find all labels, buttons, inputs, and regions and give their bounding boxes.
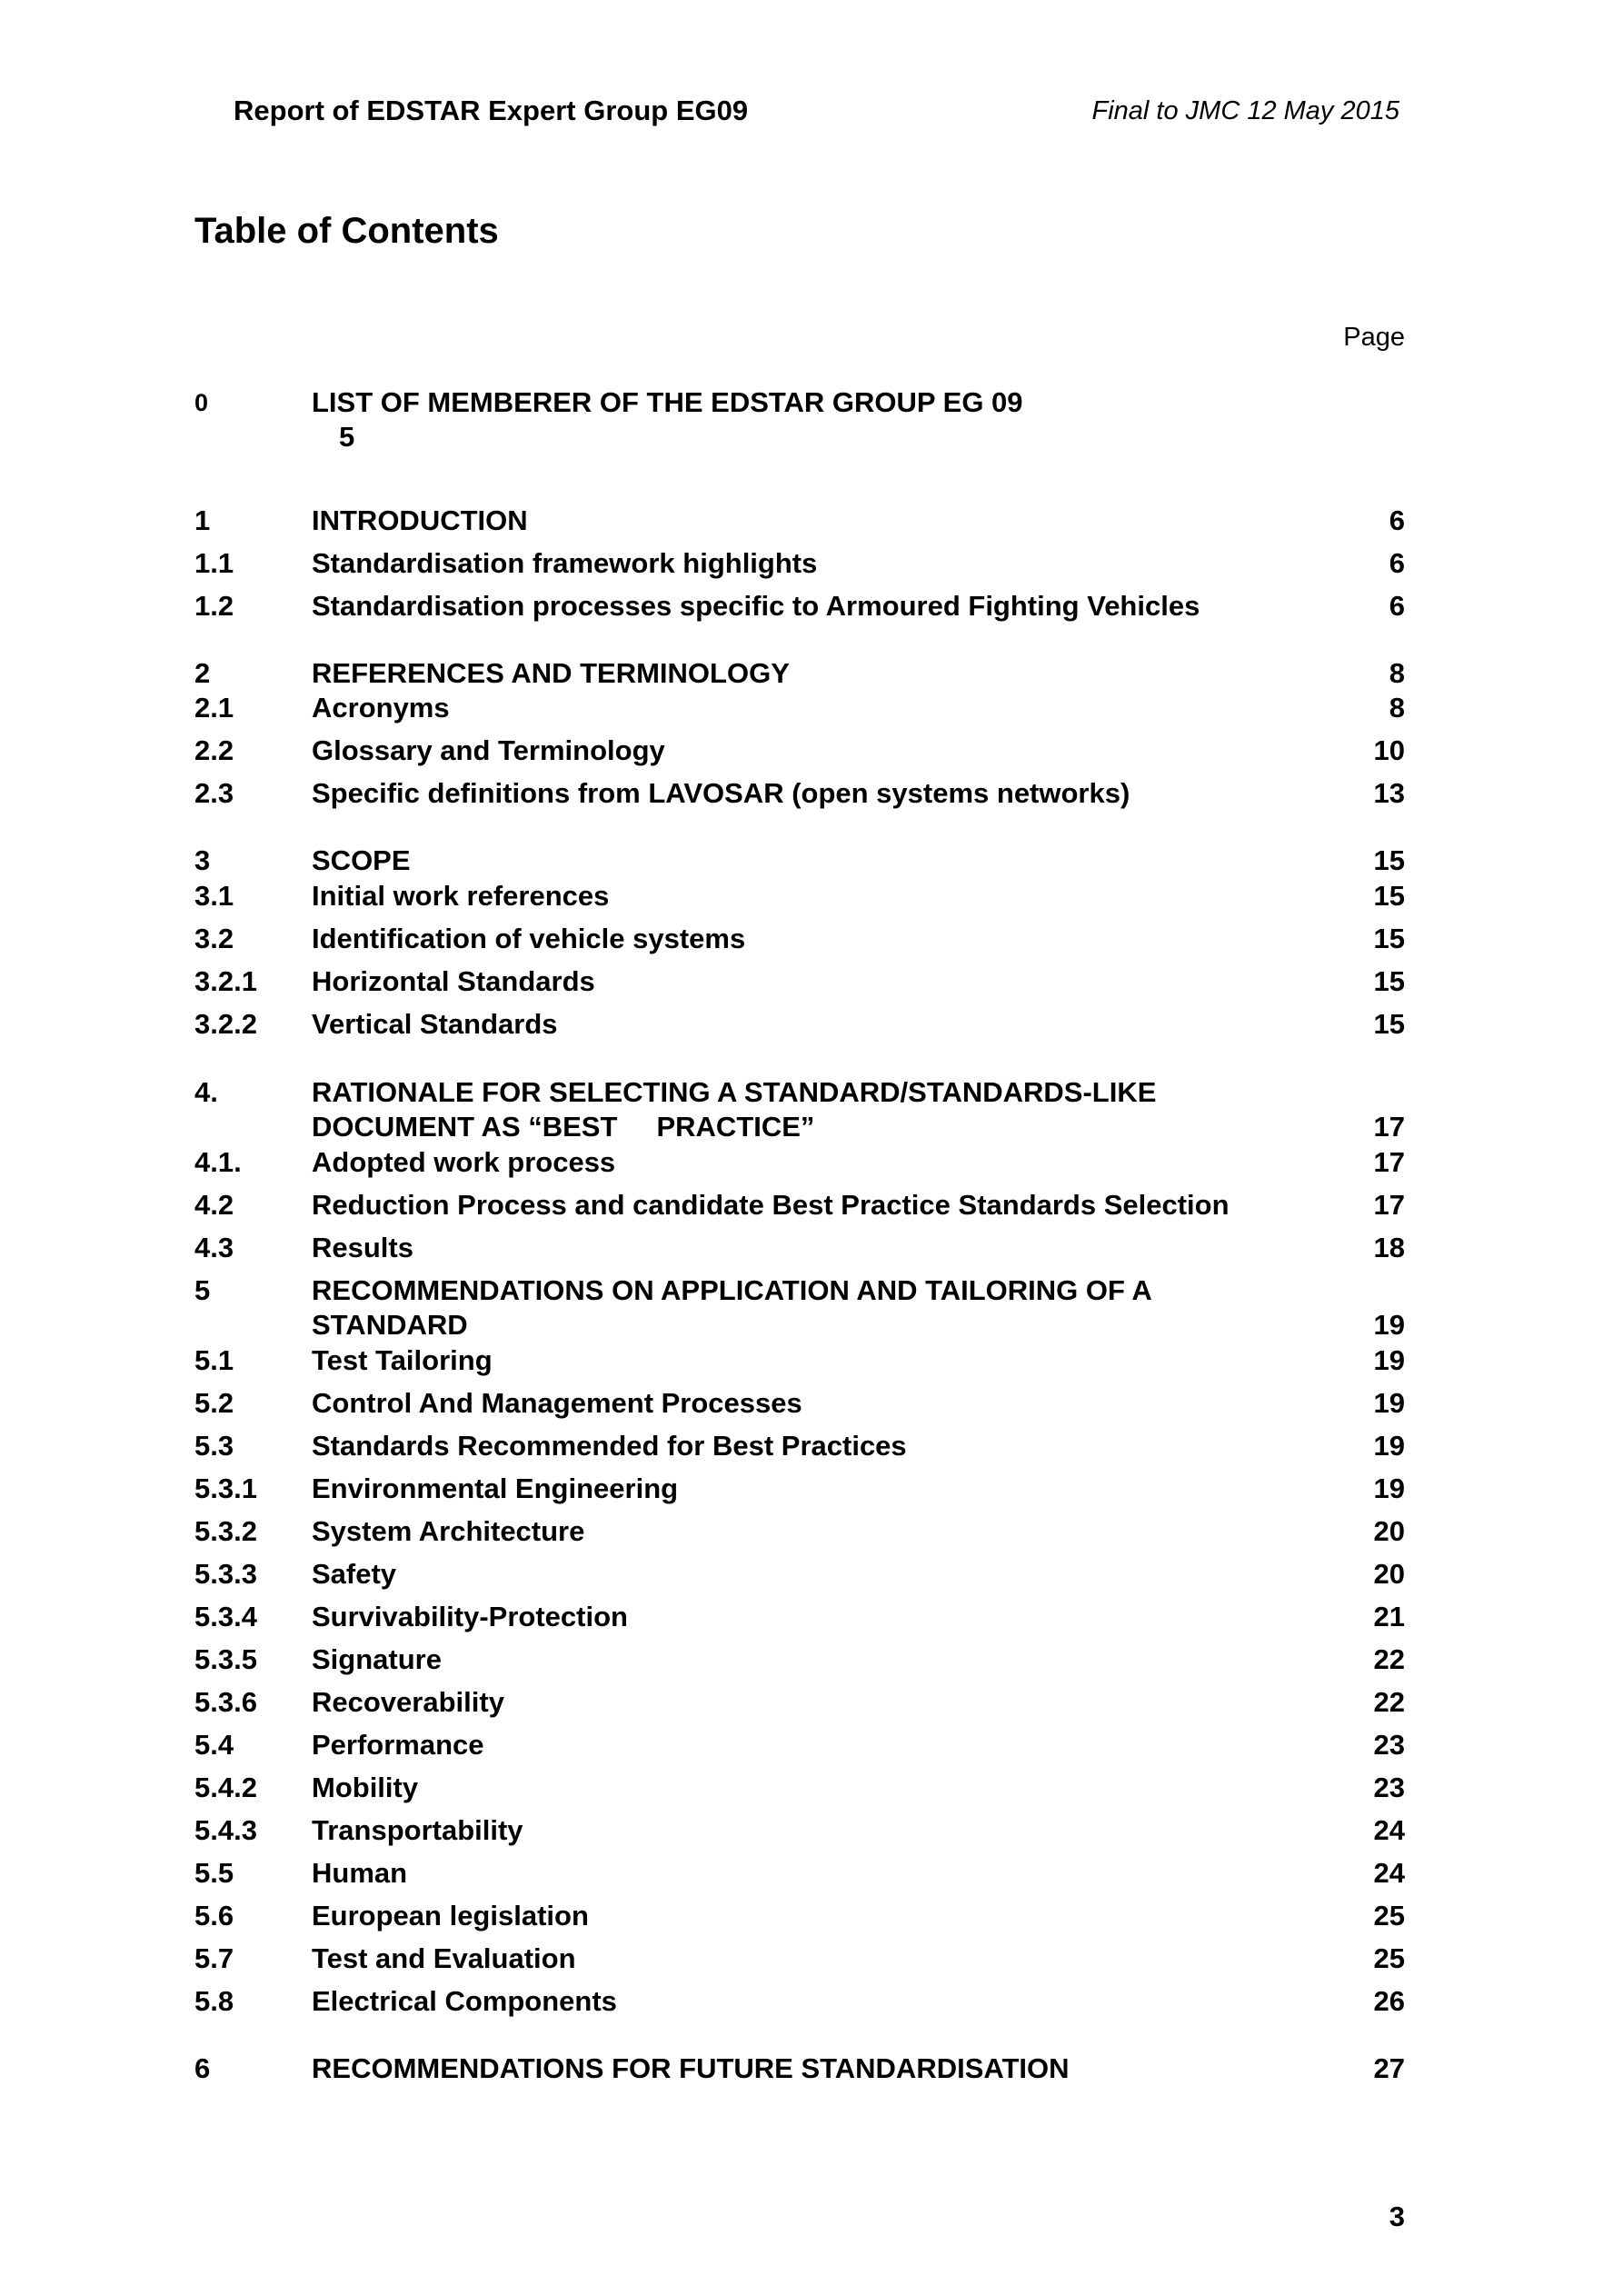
toc-entry-title: Initial work references — [312, 880, 610, 912]
toc-entry-number: 5.4.2 — [194, 1772, 257, 1803]
toc-entry-number: 5.3 — [194, 1430, 234, 1462]
toc-entry-number: 5.3.4 — [194, 1601, 257, 1632]
toc-entry-number: 1.2 — [194, 590, 234, 622]
toc-entry-title: Control And Management Processes — [312, 1387, 802, 1419]
toc-entry-number: 3.2.2 — [194, 1008, 257, 1040]
toc-entry-page: 8 — [1389, 657, 1405, 689]
toc-entry-number: 2.1 — [194, 692, 234, 724]
toc-entry-page: 15 — [1373, 923, 1405, 954]
toc-entry-title: Test Tailoring — [312, 1344, 493, 1376]
toc-entry-title: Acronyms — [312, 692, 450, 724]
toc-entry-title: System Architecture — [312, 1515, 585, 1547]
toc-entry-page-wrap — [312, 420, 1248, 454]
toc-entry-page: 10 — [1373, 734, 1405, 766]
toc-heading: Table of Contents — [194, 211, 499, 251]
toc-entry-title: Transportability — [312, 1814, 523, 1846]
running-header-title: Report of EDSTAR Expert Group EG09 — [234, 95, 749, 126]
toc-entry-page: 24 — [1373, 1814, 1405, 1846]
toc-entry-title: RECOMMENDATIONS FOR FUTURE STANDARDISATION — [312, 2052, 1070, 2084]
toc-entry-title: Standardisation processes specific to Armoured Fighting Vehicles — [312, 590, 1200, 622]
toc-entry-title: Vertical Standards — [312, 1008, 558, 1040]
toc-entry-number: 3.1 — [194, 880, 234, 912]
toc-entry-title: SCOPE — [312, 844, 411, 876]
toc-entry-page: 15 — [1373, 844, 1405, 876]
toc-entry-page: 5 — [339, 421, 355, 453]
toc-entry-number: 1 — [194, 504, 211, 536]
page-number: 3 — [1389, 2201, 1405, 2232]
toc-entry-number: 5.8 — [194, 1985, 234, 2017]
toc-entry-title: Horizontal Standards — [312, 965, 595, 997]
toc-entry-page: 19 — [1373, 1430, 1405, 1462]
toc-entry-page: 22 — [1373, 1686, 1405, 1718]
toc-entry-number: 3 — [194, 844, 211, 876]
toc-entry-title: Adopted work process — [312, 1146, 616, 1178]
toc-entry-number: 5.3.3 — [194, 1558, 257, 1590]
toc-entry-number: 4.3 — [194, 1232, 234, 1263]
toc-entry-number: 0 — [194, 389, 209, 416]
toc-entry-title: LIST OF MEMBERER OF THE EDSTAR GROUP EG 09 — [312, 386, 1023, 418]
toc-entry-page: 21 — [1373, 1601, 1405, 1632]
toc-entry-title: Results — [312, 1232, 413, 1263]
toc-entry-page: 8 — [1389, 692, 1405, 724]
toc-entry-page: 19 — [1373, 1472, 1405, 1504]
toc-entry-page: 22 — [1373, 1643, 1405, 1675]
toc-entry-title: REFERENCES AND TERMINOLOGY — [312, 657, 790, 689]
toc-entry-title: Standards Recommended for Best Practices — [312, 1430, 907, 1462]
toc-entry-page: 19 — [1373, 1344, 1405, 1376]
toc-entry[interactable] — [194, 385, 1405, 458]
toc-entry[interactable] — [194, 1075, 1405, 1144]
toc-entry-page: 6 — [1389, 547, 1405, 579]
toc-entry-page: 19 — [1373, 1387, 1405, 1419]
toc-entry-page: 15 — [1373, 1008, 1405, 1040]
toc-entry-title: Environmental Engineering — [312, 1472, 679, 1504]
toc-entry-number: 4.1. — [194, 1146, 242, 1178]
toc-entry-title: RATIONALE FOR SELECTING A STANDARD/STANDARDS-LIKE DOCUMENT AS “BEST PRACTICE” — [312, 1076, 1165, 1143]
toc-entry-title: Identification of vehicle systems — [312, 923, 746, 954]
toc-entry-page: 18 — [1373, 1232, 1405, 1263]
toc-entry-title: Reduction Process and candidate Best Practice Standards Selection — [312, 1189, 1230, 1221]
toc-entry-number: 4.2 — [194, 1189, 234, 1221]
toc-entry-title: RECOMMENDATIONS ON APPLICATION AND TAILORING OF A STANDARD — [312, 1274, 1151, 1341]
toc-entry-number: 5.3.5 — [194, 1643, 257, 1675]
toc-entry-title: Standardisation framework highlights — [312, 547, 818, 579]
toc-entry-number: 1.1 — [194, 547, 234, 579]
toc-entry-page: 24 — [1373, 1857, 1405, 1889]
toc-entry-title: Survivability-Protection — [312, 1601, 628, 1632]
toc-entry-title: European legislation — [312, 1900, 589, 1932]
toc-entry-page: 27 — [1373, 2052, 1405, 2084]
toc-entry-page: 15 — [1373, 880, 1405, 912]
toc-entry-number: 5.4 — [194, 1729, 234, 1761]
toc-entry-page: 15 — [1373, 965, 1405, 997]
toc-entry-page: 23 — [1373, 1772, 1405, 1803]
toc-entry[interactable] — [194, 1273, 1405, 1343]
toc-entry-number: 2.2 — [194, 734, 234, 766]
toc-entry-number: 2.3 — [194, 777, 234, 809]
toc-entry-page: 23 — [1373, 1729, 1405, 1761]
toc-entry-title: Glossary and Terminology — [312, 734, 665, 766]
toc-entry-page: 20 — [1373, 1558, 1405, 1590]
toc-entry-number: 3.2.1 — [194, 965, 257, 997]
toc-entry-page: 17 — [1373, 1189, 1405, 1221]
toc-entry-number: 3.2 — [194, 923, 234, 954]
toc-entry-number: 5.5 — [194, 1857, 234, 1889]
toc-entry-title: Safety — [312, 1558, 397, 1590]
toc-entry-number: 6 — [194, 2052, 211, 2084]
toc-entry-title: Signature — [312, 1643, 442, 1675]
toc-entry-title: Performance — [312, 1729, 484, 1761]
toc-entry-number: 5.2 — [194, 1387, 234, 1419]
toc-entry-title: INTRODUCTION — [312, 504, 528, 536]
running-header-date: Final to JMC 12 May 2015 — [1091, 96, 1399, 125]
toc-entry-title: Test and Evaluation — [312, 1942, 576, 1974]
toc-entry-number: 5.4.3 — [194, 1814, 257, 1846]
toc-entry-page: 26 — [1373, 1985, 1405, 2017]
toc-entry-number: 5.1 — [194, 1344, 234, 1376]
toc-entry-page: 20 — [1373, 1515, 1405, 1547]
toc-entry-number: 5.6 — [194, 1900, 234, 1932]
toc-entry-page: 6 — [1389, 504, 1405, 536]
toc-entry-page: 6 — [1389, 590, 1405, 622]
toc-entry-number: 5.3.1 — [194, 1472, 257, 1504]
toc-entry-title: Mobility — [312, 1772, 419, 1803]
toc-entry-number: 2 — [194, 657, 211, 689]
toc-entry-number: 5.3.6 — [194, 1686, 257, 1718]
toc-entry-title: Human — [312, 1857, 408, 1889]
toc-entry-number: 5.3.2 — [194, 1515, 257, 1547]
toc-entry-page: 19 — [1373, 1309, 1405, 1341]
toc-entry-page: 17 — [1373, 1146, 1405, 1178]
toc-entry-page: 25 — [1373, 1900, 1405, 1932]
toc-entry-number: 5.7 — [194, 1942, 234, 1974]
toc-entry-title: Specific definitions from LAVOSAR (open systems networks) — [312, 777, 1130, 809]
toc-entry-page: 25 — [1373, 1942, 1405, 1974]
page-column-label: Page — [1343, 323, 1405, 352]
toc-entry-title: Electrical Components — [312, 1985, 617, 2017]
toc-entry-title: Recoverability — [312, 1686, 504, 1718]
toc-entry-page: 13 — [1373, 777, 1405, 809]
toc-entry-number: 5 — [194, 1274, 211, 1306]
toc-entry-page: 17 — [1373, 1111, 1405, 1143]
toc-entry-number: 4. — [194, 1076, 218, 1108]
